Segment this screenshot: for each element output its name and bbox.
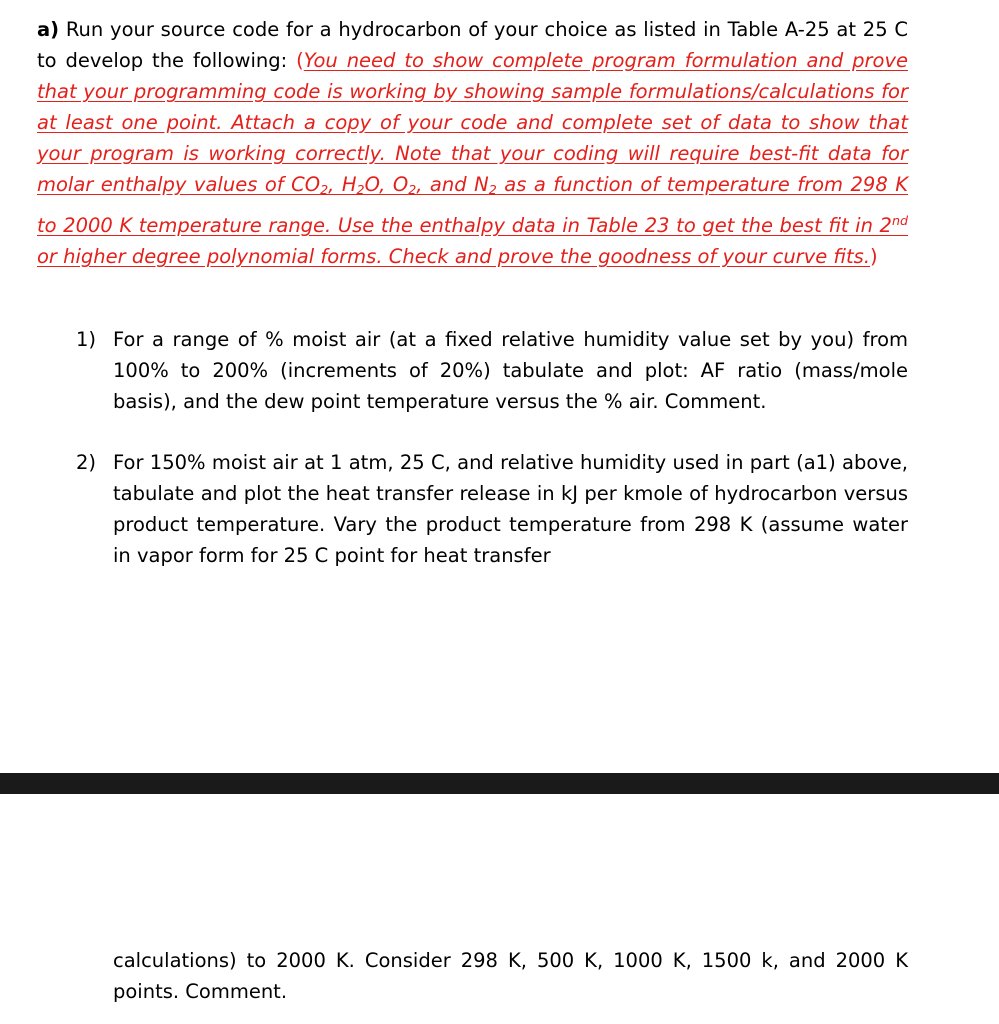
superscript-nd: nd bbox=[891, 213, 908, 229]
subscript-n2: 2 bbox=[488, 182, 497, 198]
instructor-note bbox=[37, 49, 908, 268]
list-item-number: 2) bbox=[76, 451, 97, 474]
list-item-1 bbox=[76, 324, 908, 417]
note-text-3: or higher degree polynomial forms. Check and prove the goodness of your curve fits. bbox=[37, 245, 871, 269]
list-item-2 bbox=[76, 447, 908, 571]
note-close-paren: ) bbox=[870, 245, 878, 269]
note-text-2: as a function of temperature from 298 K to 2000 K temperature range. Use the enthalpy data in Table 23 to get the best fit in 2 bbox=[37, 173, 908, 238]
subscript-h2o: 2 bbox=[356, 182, 365, 198]
page-divider-bar bbox=[0, 773, 999, 794]
note-h: , H bbox=[328, 173, 357, 196]
continuation-text: calculations) to 2000 K. Consider 298 K, 500 K, 1000 K, 1500 k, and 2000 K points. Comment. bbox=[113, 949, 908, 1003]
note-open-paren: ( bbox=[296, 49, 304, 72]
list-item-text: For a range of % moist air (at a fixed relative humidity value set by you) from 100% to 200% (increments of 20%) tabulate and plot: AF ratio (mass/mole basis), and the dew point temperature versus the % air. Comment. bbox=[113, 328, 908, 413]
part-a-label: a) bbox=[37, 18, 60, 41]
subscript-o2: 2 bbox=[408, 182, 417, 198]
list-item-number: 1) bbox=[76, 328, 97, 351]
note-text-1: You need to show complete program formulation and prove that your programming code is working by showing sample formulations/calculations for at least one point. Attach a copy of your code and complete set of data to show that your program is working correctly. Note that your coding will require best-fit data for molar enthalpy values of CO bbox=[37, 49, 908, 196]
subscript-co2: 2 bbox=[320, 182, 329, 198]
part-a-paragraph bbox=[37, 14, 908, 272]
part-a-intro: Run your source code for a hydrocarbon of your choice as listed in Table A-25 at 25 C to develop the following: bbox=[37, 18, 908, 72]
list-item-text: For 150% moist air at 1 atm, 25 C, and relative humidity used in part (a1) above, tabulate and plot the heat transfer release in kJ per kmole of hydrocarbon versus product temperature. Vary the product temperature from 298 K (assume water in vapor form for 25 C point for heat transfer bbox=[113, 451, 908, 567]
note-o: O, O bbox=[364, 173, 409, 196]
note-n: , and N bbox=[416, 173, 489, 196]
